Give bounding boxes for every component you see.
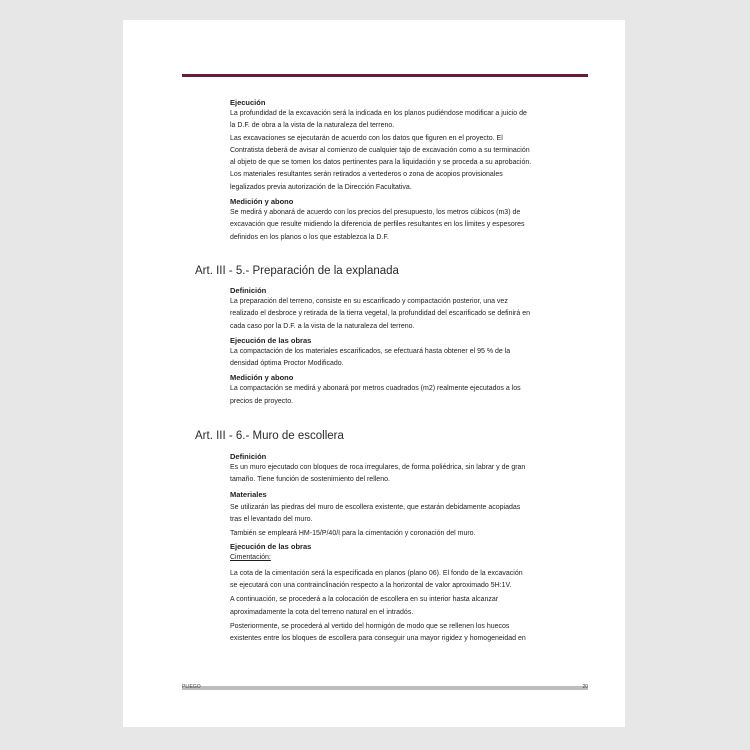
definicion-heading: Definición xyxy=(230,286,267,295)
ejecucion-obras-heading: Ejecución de las obras xyxy=(230,542,312,552)
text-line: realizado el desbroce y retirada de la tierra vegetal, la profundidad del escarificado se definirá en xyxy=(230,310,531,318)
ejecucion-obras-heading: Ejecución de las obras xyxy=(230,335,312,345)
text-line: La profundidad de la excavación será la indicada en los planos pudiéndose modificar a juicio de xyxy=(230,110,527,117)
document-page xyxy=(123,20,625,727)
text-line: legalizados previa autorización de la Dirección Facultativa. xyxy=(230,183,412,191)
text-line: Los materiales resultantes serán retirados a vertederos o zona de acopios provisionales xyxy=(230,171,503,179)
text-line: tras el levantado del muro. xyxy=(230,515,313,523)
text-line: La compactación se medirá y abonará por metros cuadrados (m2) realmente ejecutados a los xyxy=(230,385,521,393)
article-5-title: Art. III - 5.- Preparación de la explanada xyxy=(195,265,399,277)
text-line: densidad óptima Proctor Modificado. xyxy=(230,360,344,368)
text-line: la D.F. de obra a la vista de la naturaleza del terreno. xyxy=(230,122,395,130)
text-line: tamaño. Tiene función de sostenimiento del relleno. xyxy=(230,476,390,484)
text-line: existentes entre los bloques de escollera para conseguir una mayor rigidez y homogeneidad en xyxy=(230,635,526,643)
text-line: Es un muro ejecutado con bloques de roca irregulares, de forma poliédrica, sin labrar y de gran xyxy=(230,464,526,471)
footer-page-number: 20 xyxy=(582,684,588,690)
text-line: definidos en los planos o los que establezca la D.F. xyxy=(230,233,389,241)
text-line: Se medirá y abonará de acuerdo con los precios del presupuesto, los metros cúbicos (m3) de xyxy=(230,209,521,217)
text-line: se ejecutará con una contrainclinación respecto a la horizontal de valor aproximado 5H:1V. xyxy=(230,582,512,590)
text-line: al objeto de que se tomen los datos pertinentes para la liquidación y se proceda a su aprobación. xyxy=(230,159,532,167)
text-line: La compactación de los materiales escarificados, se efectuará hasta obtener el 95 % de la xyxy=(230,347,511,355)
text-line: La cota de la cimentación será la especificada en planos (plano 06). El fondo de la excavación xyxy=(230,569,523,577)
footer-document-name: PLIEGO xyxy=(182,684,201,690)
text-line: cada caso por la D.F. a la vista de la naturaleza del terreno. xyxy=(230,322,415,330)
footer-bar xyxy=(182,686,588,690)
text-line: A continuación, se procederá a la colocación de escollera en su interior hasta alcanzar xyxy=(230,596,499,604)
cimentacion-label: Cimentación: xyxy=(230,554,271,562)
header-rule xyxy=(182,74,588,77)
text-line: Contratista deberá de avisar al comienzo de cualquier tajo de excavación como a su terminación xyxy=(230,146,530,154)
text-line: La preparación del terreno, consiste en su escarificado y compactación posterior, una vez xyxy=(230,298,508,305)
medicion-heading: Medición y abono xyxy=(230,197,294,207)
excavacion-section xyxy=(230,97,590,244)
text-line: Posteriormente, se procederá al vertido del hormigón de modo que se rellenen los huecos xyxy=(230,622,510,630)
text-line: excavación que resulte midiendo la diferencia de perfiles resultantes en los límites y espesores xyxy=(230,221,525,229)
text-line: También se empleará HM-15/P/40/I para la cimentación y coronación del muro. xyxy=(230,530,476,538)
text-line: aproximadamente la cota del terreno natural en el intradós. xyxy=(230,608,414,616)
text-line: Se utilizarán las piedras del muro de escollera existente, que estarán debidamente acopiadas xyxy=(230,503,521,511)
explanada-section xyxy=(230,285,590,408)
article-6-title: Art. III - 6.- Muro de escollera xyxy=(195,430,344,442)
text-line: precios de proyecto. xyxy=(230,397,294,405)
medicion-heading: Medición y abono xyxy=(230,373,294,383)
ejecucion-heading: Ejecución xyxy=(230,98,266,107)
definicion-heading: Definición xyxy=(230,452,267,461)
text-line: Las excavaciones se ejecutarán de acuerdo con los datos que figuren en el proyecto. El xyxy=(230,134,503,142)
materiales-heading: Materiales xyxy=(230,489,267,499)
escollera-section xyxy=(230,451,590,646)
